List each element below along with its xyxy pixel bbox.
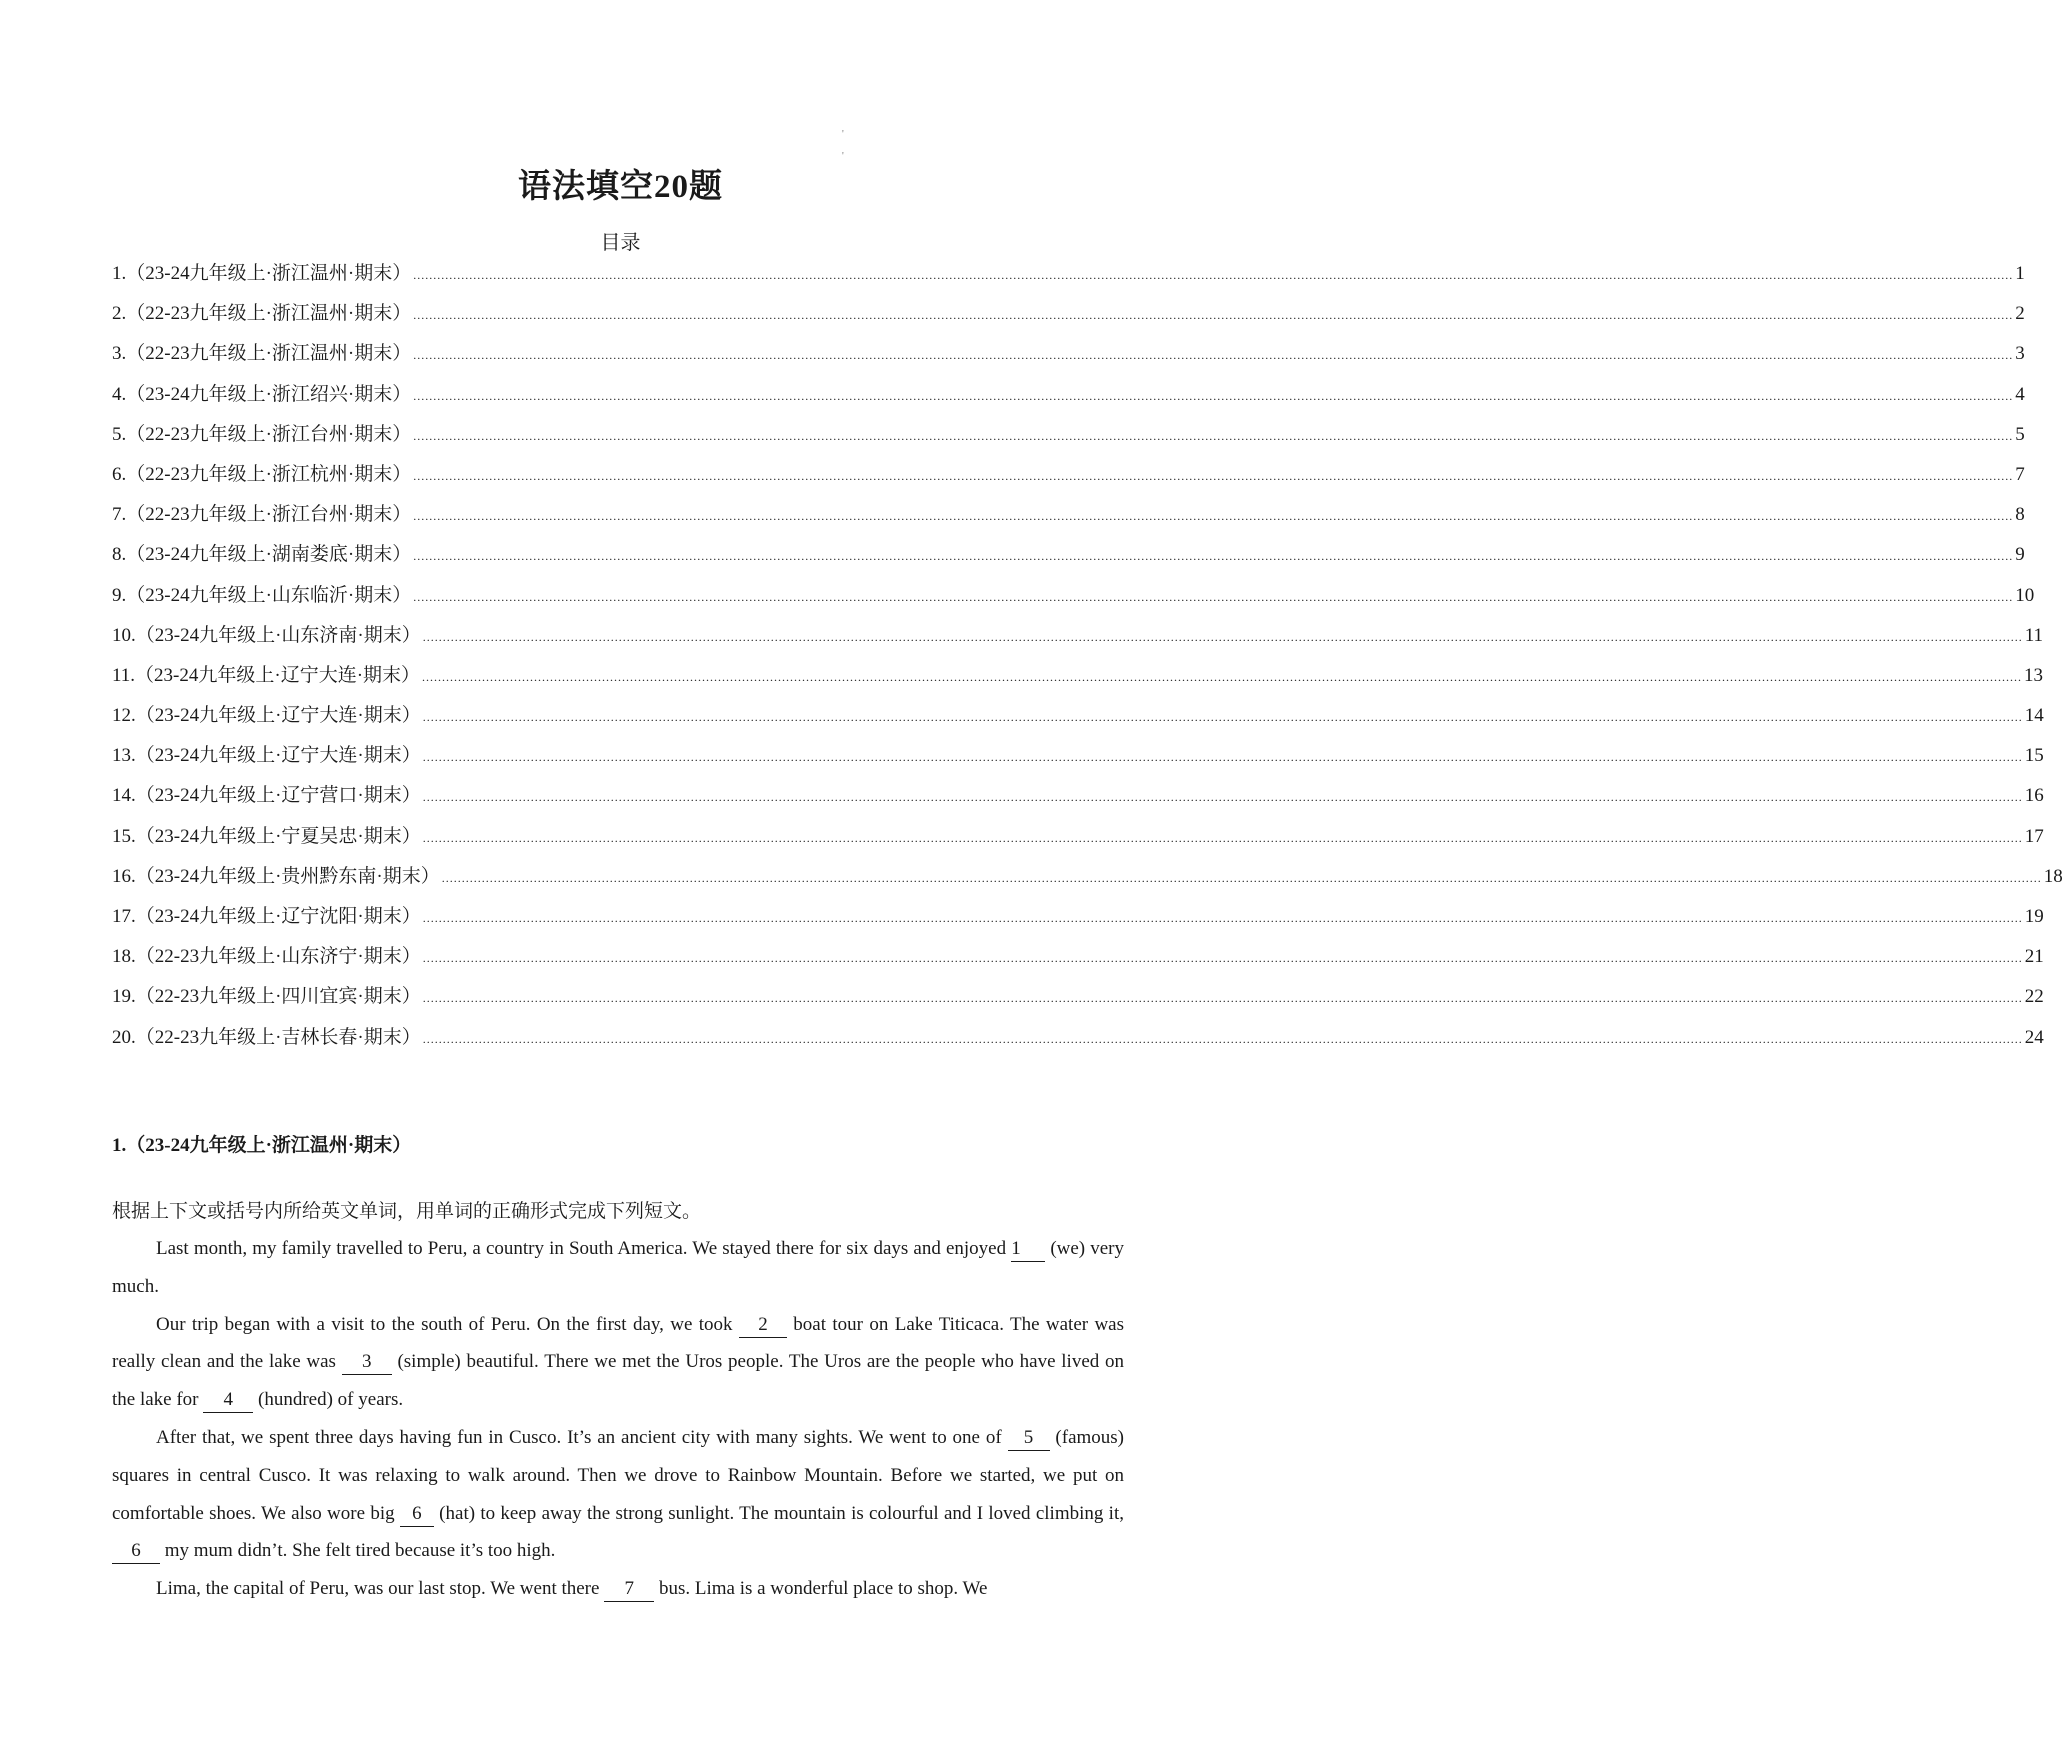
toc-entry-label: 19.（22-23九年级上·四川宜宾·期末） [112,986,421,1008]
toc-leader-dots: ................................................................................................................................................................................................................................................................................................................................................................................................................ [413,388,2014,403]
toc-entry[interactable] [112,338,2025,378]
toc-entry-label: 5.（22-23九年级上·浙江台州·期末） [112,423,412,445]
passage-text: Our trip began with a visit to the south of Peru. On the first day, we took [156,1313,739,1335]
stray-mark: ' [842,129,844,140]
toc-entry-page: 2 [2015,303,2025,325]
toc-leader-dots: ................................................................................................................................................................................................................................................................................................................................................................................................................ [413,268,2014,282]
passage-text: (hundred) of years. [253,1389,404,1411]
toc-entry-page: 18 [2043,865,2063,887]
toc-leader-dots: ................................................................................................................................................................................................................................................................................................................................................................................................................ [422,790,2023,805]
toc-entry-label: 13.（23-24九年级上·辽宁大连·期末） [112,745,421,767]
toc-entry-label: 4.（23-24九年级上·浙江绍兴·期末） [112,383,412,405]
toc-entry[interactable] [112,700,2044,740]
toc-leader-dots: ................................................................................................................................................................................................................................................................................................................................................................................................................ [422,951,2023,966]
toc-entry-page: 8 [2015,504,2025,526]
passage-text: (famous) squares in central Cusco. It was relaxing to walk around. Then we drove to Rainbow Mountain. Before we started, we put on comfortable shoes. We also wore big [112,1426,1124,1524]
instruction-text: 根据上下文或括号内所给英文单词，用单词的正确形式完成下列短文。 [112,1201,702,1222]
toc-entry[interactable] [112,740,2044,780]
toc-leader-dots: ................................................................................................................................................................................................................................................................................................................................................................................................................ [422,1031,2023,1046]
passage-text: my mum didn’t. She felt tired because it’s too high. [160,1540,556,1562]
toc-entry[interactable] [112,981,2044,1021]
toc-entry[interactable] [112,419,2025,459]
toc-entry[interactable] [112,901,2044,941]
answer-blank[interactable]: 6 [112,1539,160,1564]
paragraph [112,1306,1124,1419]
answer-blank[interactable]: 6 [400,1502,434,1527]
toc-entry-page: 13 [2024,664,2044,686]
passage-text: After that, we spent three days having fun in Cusco. It’s an ancient city with many sights. We went to one of [156,1426,1008,1448]
toc-leader-dots: ................................................................................................................................................................................................................................................................................................................................................................................................................ [413,509,2014,524]
toc-entry-page: 1 [2015,263,2025,284]
toc-entry-label: 6.（22-23九年级上·浙江杭州·期末） [112,463,412,485]
toc-entry-label: 2.（22-23九年级上·浙江温州·期末） [112,303,412,325]
reading-passage [112,1230,1124,1608]
toc-entry-label: 1.（23-24九年级上·浙江温州·期末） [112,263,412,284]
toc-entry[interactable] [112,620,2044,660]
toc-leader-dots: ................................................................................................................................................................................................................................................................................................................................................................................................................ [413,468,2014,483]
toc-entry[interactable] [112,379,2025,419]
toc-entry-label: 17.（23-24九年级上·辽宁沈阳·期末） [112,906,421,927]
answer-blank[interactable]: 7 [604,1577,654,1602]
toc-entry-page: 15 [2024,745,2044,767]
toc-entry-page: 17 [2024,825,2044,847]
toc-entry-label: 15.（23-24九年级上·宁夏吴忠·期末） [112,825,421,847]
toc-entry[interactable] [112,459,2025,499]
toc-entry[interactable] [112,660,2044,700]
toc-leader-dots: ................................................................................................................................................................................................................................................................................................................................................................................................................ [422,991,2023,1006]
toc-entry-label: 11.（23-24九年级上·辽宁大连·期末） [112,664,421,686]
toc-entry-label: 9.（23-24九年级上·山东临沂·期末） [112,584,412,606]
toc-heading: 目录 [600,232,641,254]
toc-leader-dots: ................................................................................................................................................................................................................................................................................................................................................................................................................ [413,308,2014,323]
toc-entry-label: 18.（22-23九年级上·山东济宁·期末） [112,946,421,968]
toc-entry-page: 16 [2024,785,2044,807]
toc-entry[interactable] [112,580,2035,620]
toc-entry-page: 5 [2015,423,2025,445]
toc-leader-dots: ................................................................................................................................................................................................................................................................................................................................................................................................................ [422,911,2023,925]
passage-text: (hat) to keep away the strong sunlight. The mountain is colourful and I loved climbing it, [433,1502,1124,1524]
toc-entry-label: 8.（23-24九年级上·湖南娄底·期末） [112,544,412,566]
toc-entry-page: 21 [2024,946,2044,968]
toc-entry-page: 10 [2015,584,2035,606]
toc-entry-page: 9 [2015,544,2025,566]
passage-text: boat tour on Lake Titicaca. The water was really clean and the lake was [112,1313,1124,1373]
toc-entry[interactable] [112,258,2025,298]
toc-leader-dots: ................................................................................................................................................................................................................................................................................................................................................................................................................ [422,669,2023,684]
answer-blank[interactable]: 3 [342,1350,392,1375]
section-heading: 1.（23-24九年级上·浙江温州·期末） [112,1135,412,1156]
toc-entry[interactable] [112,941,2044,981]
toc-entry-label: 12.（23-24九年级上·辽宁大连·期末） [112,705,421,727]
paragraph [112,1230,1124,1306]
page-title: 语法填空20题 [518,169,723,205]
passage-text: bus. Lima is a wonderful place to shop. We [654,1578,988,1600]
toc-leader-dots: ................................................................................................................................................................................................................................................................................................................................................................................................................ [441,870,2042,885]
toc-entry-page: 4 [2015,383,2025,405]
toc-entry-page: 22 [2024,986,2044,1008]
passage-text: (simple) beautiful. There we met the Uros people. The Uros are the people who have lived on the lake for [112,1351,1124,1411]
toc-entry[interactable] [112,298,2025,338]
toc-leader-dots: ................................................................................................................................................................................................................................................................................................................................................................................................................ [422,750,2023,765]
toc-entry-page: 24 [2024,1026,2044,1048]
toc-leader-dots: ................................................................................................................................................................................................................................................................................................................................................................................................................ [413,589,2014,604]
toc-entry[interactable] [112,861,2063,901]
toc-entry[interactable] [112,539,2025,579]
toc-entry-label: 20.（22-23九年级上·吉林长春·期末） [112,1026,421,1048]
answer-blank[interactable]: 1 [1011,1237,1045,1262]
toc-entry[interactable] [112,780,2044,820]
toc-entry[interactable] [112,821,2044,861]
toc-leader-dots: ................................................................................................................................................................................................................................................................................................................................................................................................................ [422,830,2023,845]
answer-blank[interactable]: 2 [739,1313,787,1338]
toc-entry-page: 7 [2015,463,2025,485]
toc-entry[interactable] [112,1022,2044,1062]
passage-text: (we) very much. [112,1238,1124,1297]
paragraph [112,1570,1124,1608]
toc-entry-label: 16.（23-24九年级上·贵州黔东南·期末） [112,865,440,887]
toc-entry-page: 11 [2024,624,2044,646]
toc-entry-label: 3.（22-23九年级上·浙江温州·期末） [112,343,412,365]
toc-entry-label: 7.（22-23九年级上·浙江台州·期末） [112,504,412,526]
answer-blank[interactable]: 4 [203,1388,253,1413]
toc-entry-label: 14.（23-24九年级上·辽宁营口·期末） [112,785,421,807]
toc-leader-dots: ................................................................................................................................................................................................................................................................................................................................................................................................................ [413,348,2014,363]
toc-leader-dots: ................................................................................................................................................................................................................................................................................................................................................................................................................ [413,428,2014,443]
toc-entry-page: 3 [2015,343,2025,365]
toc-leader-dots: ................................................................................................................................................................................................................................................................................................................................................................................................................ [422,710,2023,725]
toc-leader-dots: ................................................................................................................................................................................................................................................................................................................................................................................................................ [422,629,2023,644]
stray-mark: ' [842,151,844,162]
paragraph [112,1419,1124,1570]
toc-entry-page: 14 [2024,705,2044,727]
table-of-contents [112,258,2063,1062]
passage-text: Lima, the capital of Peru, was our last stop. We went there [156,1578,605,1600]
toc-entry[interactable] [112,499,2025,539]
answer-blank[interactable]: 5 [1008,1426,1050,1451]
passage-text: Last month, my family travelled to Peru, a country in South America. We stayed there for six days and enjoyed [156,1238,1012,1259]
toc-entry-label: 10.（23-24九年级上·山东济南·期末） [112,624,421,646]
toc-entry-page: 19 [2024,906,2044,927]
toc-leader-dots: ................................................................................................................................................................................................................................................................................................................................................................................................................ [413,549,2014,564]
